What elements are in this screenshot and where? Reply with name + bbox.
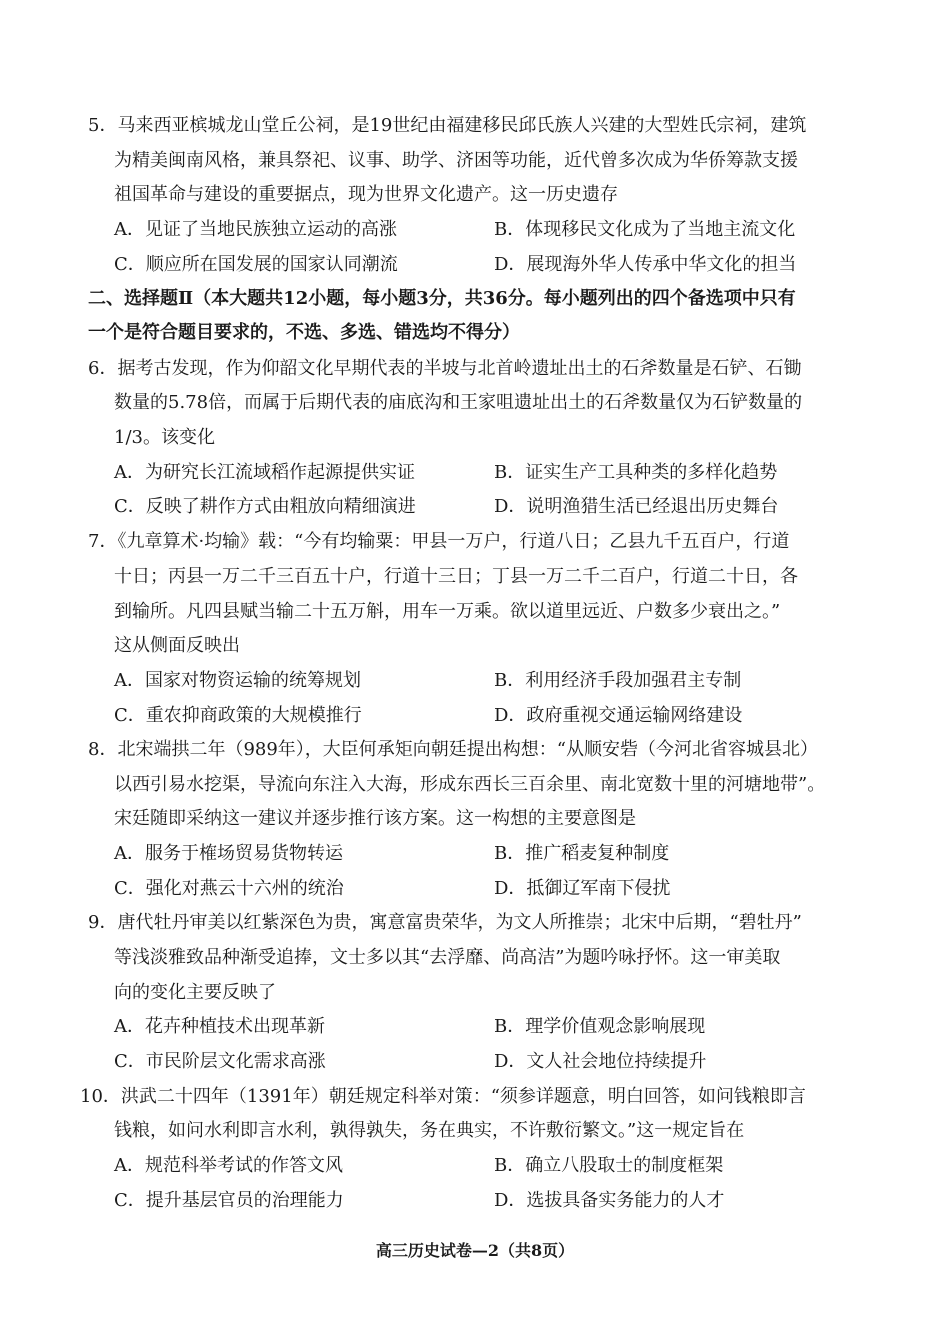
q7-stem-line-1: 7．《九章算术·均输》载：“今有均输粟：甲县一万户，行道八日；乙县九千五百户，行道: [88, 531, 790, 552]
q10-option-d: D．选拔具备实务能力的人才: [494, 1190, 725, 1211]
q5-stem-line-3: 祖国革命与建设的重要据点，现为世界文化遗产。这一历史遗存: [114, 184, 618, 205]
q6-stem-line-1: 6．据考古发现，作为仰韶文化早期代表的半坡与北首岭遗址出土的石斧数量是石铲、石锄: [88, 358, 802, 379]
section-2-header-line-1: 二、选择题Ⅱ（本大题共12小题，每小题3分，共36分。每小题列出的四个备选项中只有: [88, 288, 796, 309]
q8-stem-line-3: 宋廷随即采纳这一建议并逐步推行该方案。这一构想的主要意图是: [114, 808, 636, 829]
q5-option-c: C．顺应所在国发展的国家认同潮流: [114, 254, 398, 275]
q9-option-a: A．花卉种植技术出现革新: [114, 1016, 325, 1037]
q8-option-a: A．服务于榷场贸易货物转运: [114, 843, 343, 864]
q9-option-c: C．市民阶层文化需求高涨: [114, 1051, 326, 1072]
section-2-header-line-2: 一个是符合题目要求的，不选、多选、错选均不得分）: [88, 322, 520, 343]
q7-option-d: D．政府重视交通运输网络建设: [494, 705, 743, 726]
q8-stem-line-1: 8．北宋端拱二年（989年），大臣何承矩向朝廷提出构想：“从顺安砦（今河北省容城县北）: [88, 739, 819, 760]
q9-stem-line-1: 9．唐代牡丹审美以红紫深色为贵，寓意富贵荣华，为文人所推崇；北宋中后期，“碧牡丹”: [88, 912, 802, 933]
q10-option-a: A．规范科举考试的作答文风: [114, 1155, 343, 1176]
q9-stem-line-2: 等浅淡雅致品种渐受追捧，文士多以其“去浮靡、尚高洁”为题吟咏抒怀。这一审美取: [114, 947, 781, 968]
q7-option-a: A．国家对物资运输的统筹规划: [114, 670, 361, 691]
q8-option-d: D．抵御辽军南下侵扰: [494, 878, 671, 899]
q9-stem-line-3: 向的变化主要反映了: [114, 982, 276, 1003]
q7-option-b: B．利用经济手段加强君主专制: [494, 670, 742, 691]
q10-option-b: B．确立八股取士的制度框架: [494, 1155, 724, 1176]
q6-option-d: D．说明渔猎生活已经退出历史舞台: [494, 496, 779, 517]
q9-option-d: D．文人社会地位持续提升: [494, 1051, 707, 1072]
q10-option-c: C．提升基层官员的治理能力: [114, 1190, 344, 1211]
q6-option-b: B．证实生产工具种类的多样化趋势: [494, 462, 778, 483]
q10-stem-line-1: 10．洪武二十四年（1391年）朝廷规定科举对策：“须参详题意，明白回答，如问钱粮即言: [80, 1086, 806, 1107]
page-footer: 高三历史试卷—2（共8页）: [375, 1241, 575, 1260]
q5-option-a: A．见证了当地民族独立运动的高涨: [114, 219, 397, 240]
q6-stem-line-3: 1/3。该变化: [114, 427, 215, 448]
q7-stem-line-2: 十日；丙县一万二千三百五十户，行道十三日；丁县一万二千二百户，行道二十日，各: [114, 566, 798, 587]
q6-option-a: A．为研究长江流域稻作起源提供实证: [114, 462, 415, 483]
q8-stem-line-2: 以西引易水挖渠，导流向东注入大海，形成东西长三百余里、南北宽数十里的河塘地带”。: [114, 774, 826, 795]
q5-option-b: B．体现移民文化成为了当地主流文化: [494, 219, 796, 240]
q5-option-d: D．展现海外华人传承中华文化的担当: [494, 254, 797, 275]
q8-option-b: B．推广稻麦复种制度: [494, 843, 670, 864]
q7-stem-line-3: 到输所。凡四县赋当输二十五万斛，用车一万乘。欲以道里远近、户数多少衰出之。”: [114, 601, 781, 622]
q9-option-b: B．理学价值观念影响展现: [494, 1016, 706, 1037]
q7-stem-line-4: 这从侧面反映出: [114, 635, 240, 656]
q10-stem-line-2: 钱粮，如问水利即言水利，孰得孰失，务在典实，不许敷衍繁文。”这一规定旨在: [114, 1120, 745, 1141]
q6-stem-line-2: 数量的5.78倍，而属于后期代表的庙底沟和王家咀遗址出土的石斧数量仅为石铲数量的: [114, 392, 803, 413]
q5-stem-line-2: 为精美闽南风格，兼具祭祀、议事、助学、济困等功能，近代曾多次成为华侨筹款支援: [114, 150, 798, 171]
q7-option-c: C．重农抑商政策的大规模推行: [114, 705, 362, 726]
q5-stem-line-1: 5．马来西亚槟城龙山堂丘公祠，是19世纪由福建移民邱氏族人兴建的大型姓氏宗祠，建筑: [88, 115, 807, 136]
q8-option-c: C．强化对燕云十六州的统治: [114, 878, 344, 899]
q6-option-c: C．反映了耕作方式由粗放向精细演进: [114, 496, 416, 517]
